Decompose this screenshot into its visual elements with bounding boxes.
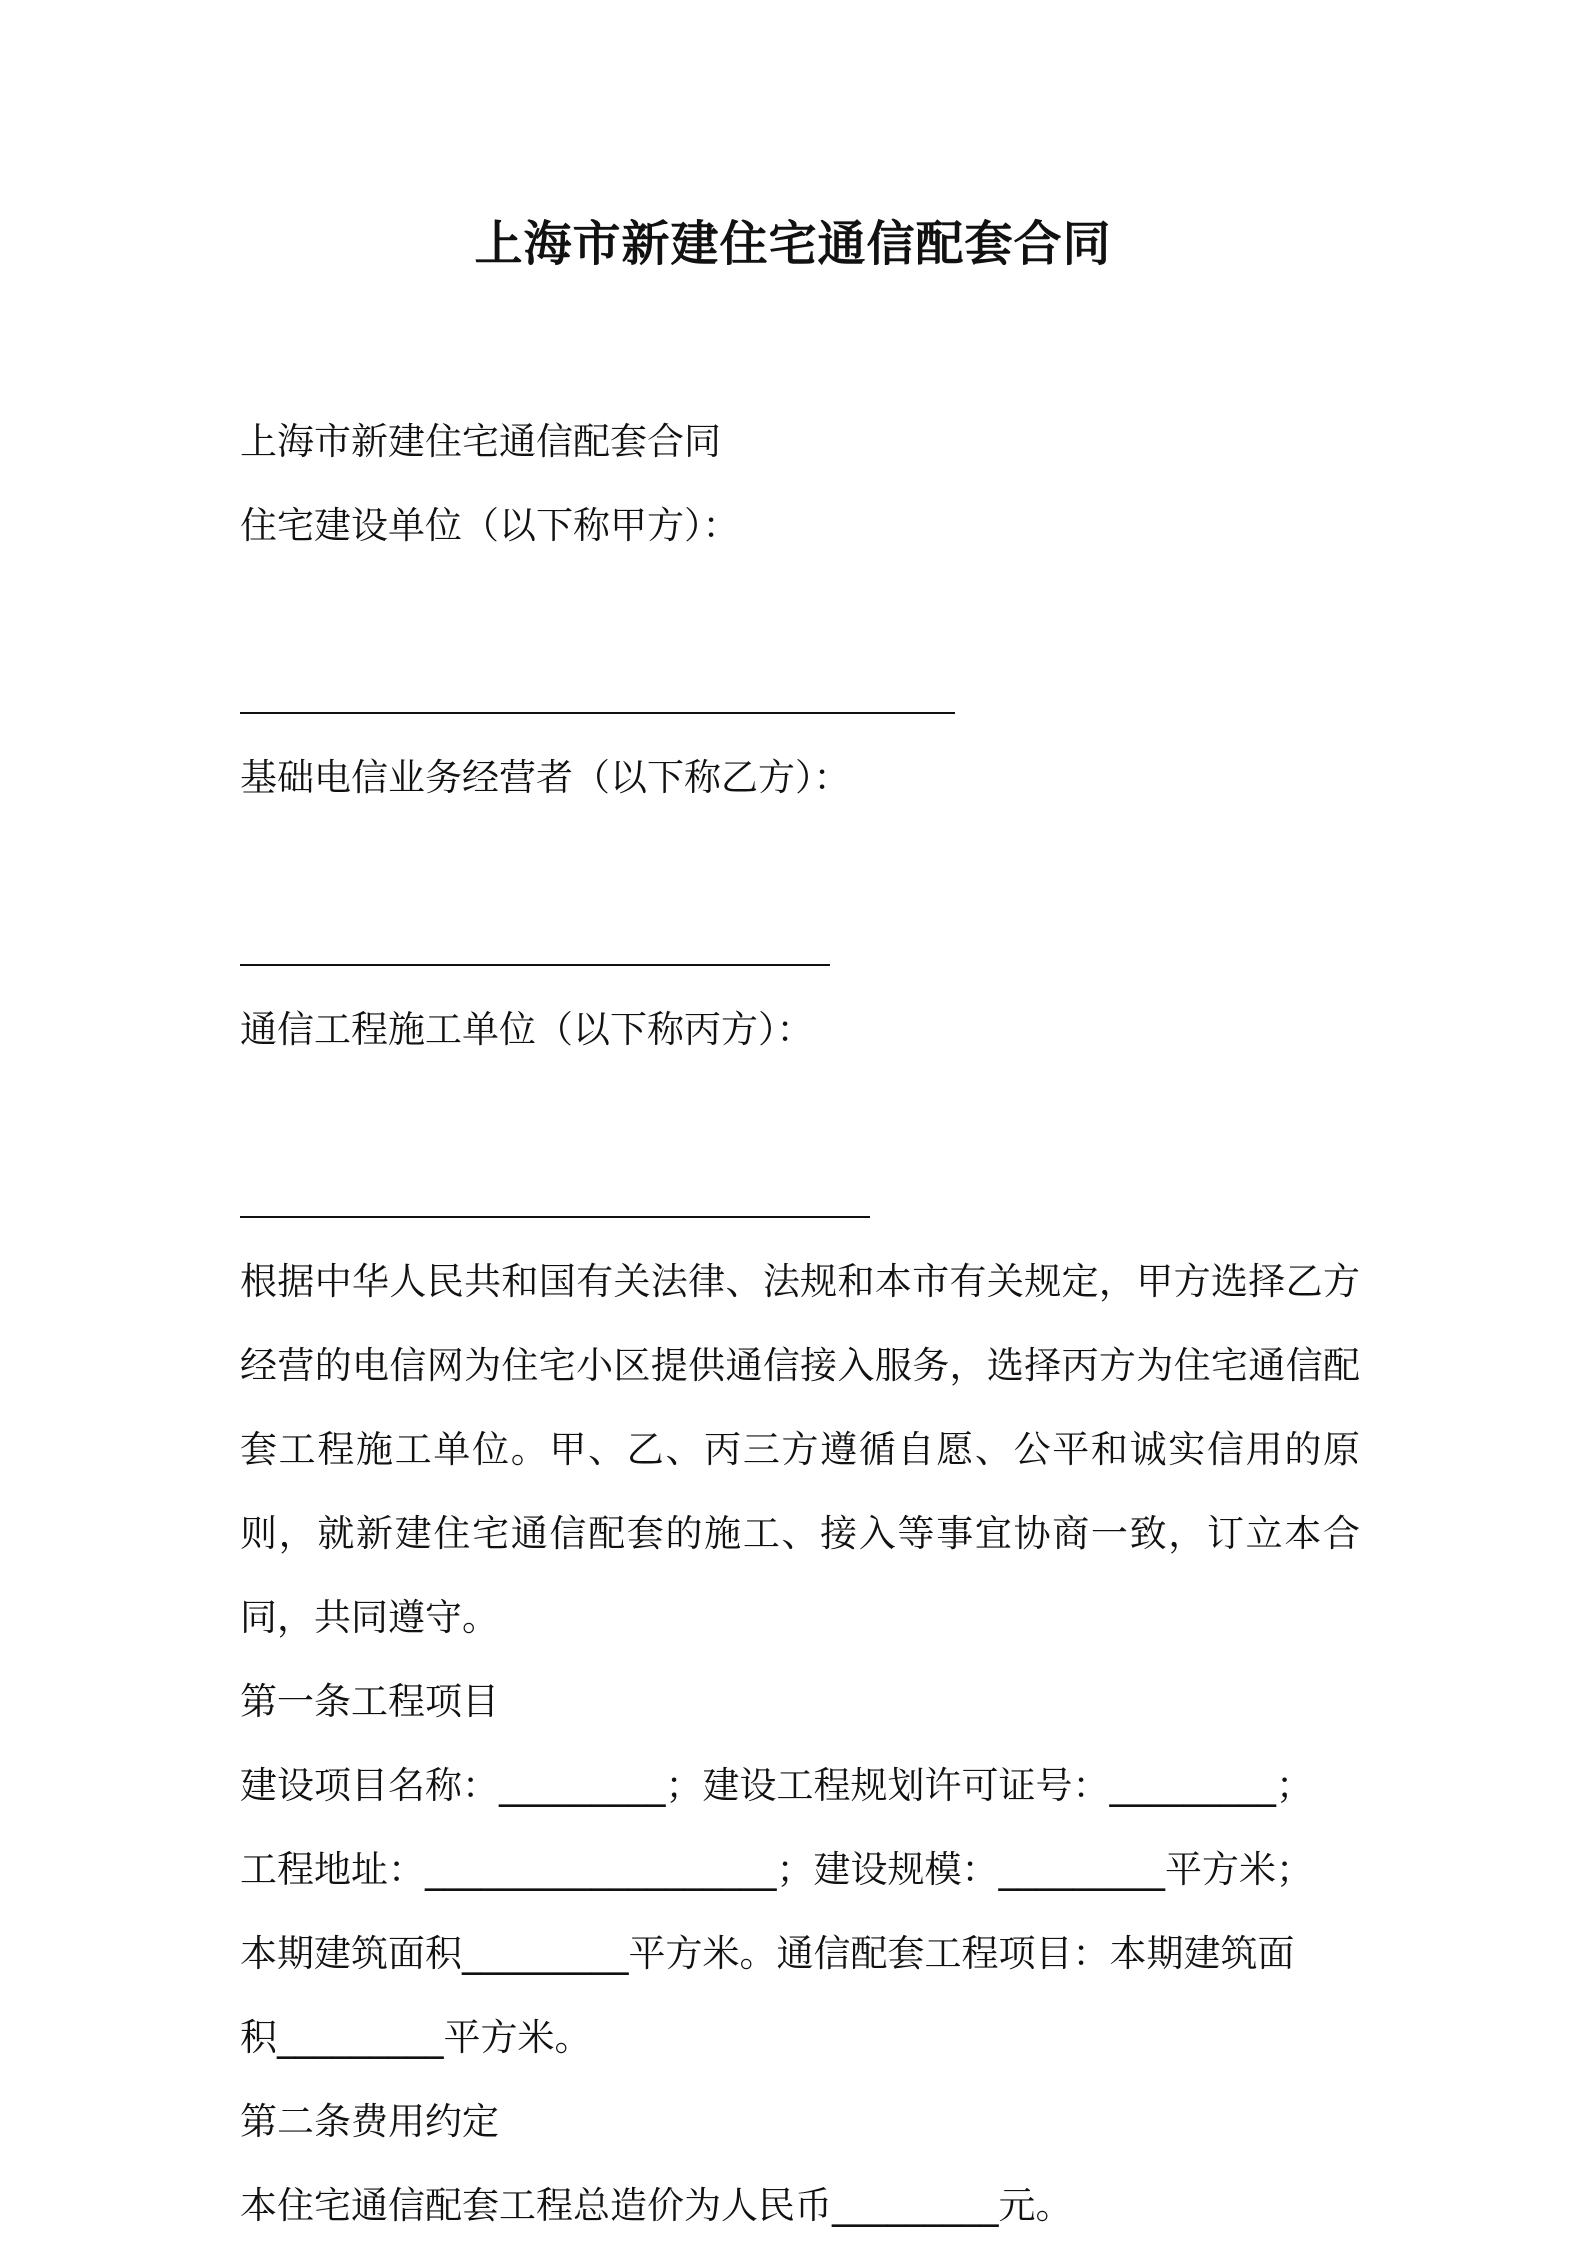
article-1-line-4: 积_________平方米。: [240, 2016, 592, 2059]
article-2-line-1: 本住宅通信配套工程总造价为人民币_________元。: [240, 2184, 1073, 2227]
party-c-label: 通信工程施工单位（以下称丙方）：: [240, 1008, 814, 1051]
contract-subtitle: 上海市新建住宅通信配套合同: [240, 420, 721, 463]
document-title: 上海市新建住宅通信配套合同: [474, 216, 1112, 272]
party-c-blank: [240, 1156, 1360, 1240]
spacer: [240, 568, 1360, 652]
article-1-line-1: 建设项目名称：_________；建设工程规划许可证号：_________；: [240, 1764, 1313, 1807]
party-a-underline: [240, 712, 955, 714]
spacer: [240, 1072, 1360, 1156]
document-body: [240, 400, 1360, 2248]
party-a-blank: [240, 652, 1360, 736]
party-b-underline: [240, 964, 830, 966]
article-1-line-3: 本期建筑面积_________平方米。通信配套工程项目：本期建筑面: [240, 1932, 1295, 1975]
article-1-title: 第一条工程项目: [240, 1680, 499, 1723]
article-1-line-2: 工程地址：___________________；建设规模：_________平方米；: [240, 1848, 1313, 1891]
party-a-label: 住宅建设单位（以下称甲方）：: [240, 504, 740, 547]
party-c-underline: [240, 1216, 870, 1218]
party-b-blank: [240, 904, 1360, 988]
preamble-paragraph: 根据中华人民共和国有关法律、法规和本市有关规定，甲方选择乙方经营的电信网为住宅小区提供通信接入服务，选择丙方为住宅通信配套工程施工单位。甲、乙、丙三方遵循自愿、公平和诚实信用的原则，就新建住宅通信配套的施工、接入等事宜协商一致，订立本合同，共同遵守。: [240, 1260, 1360, 1639]
article-2-title: 第二条费用约定: [240, 2100, 499, 2143]
spacer: [240, 820, 1360, 904]
party-b-label: 基础电信业务经营者（以下称乙方）：: [240, 756, 851, 799]
